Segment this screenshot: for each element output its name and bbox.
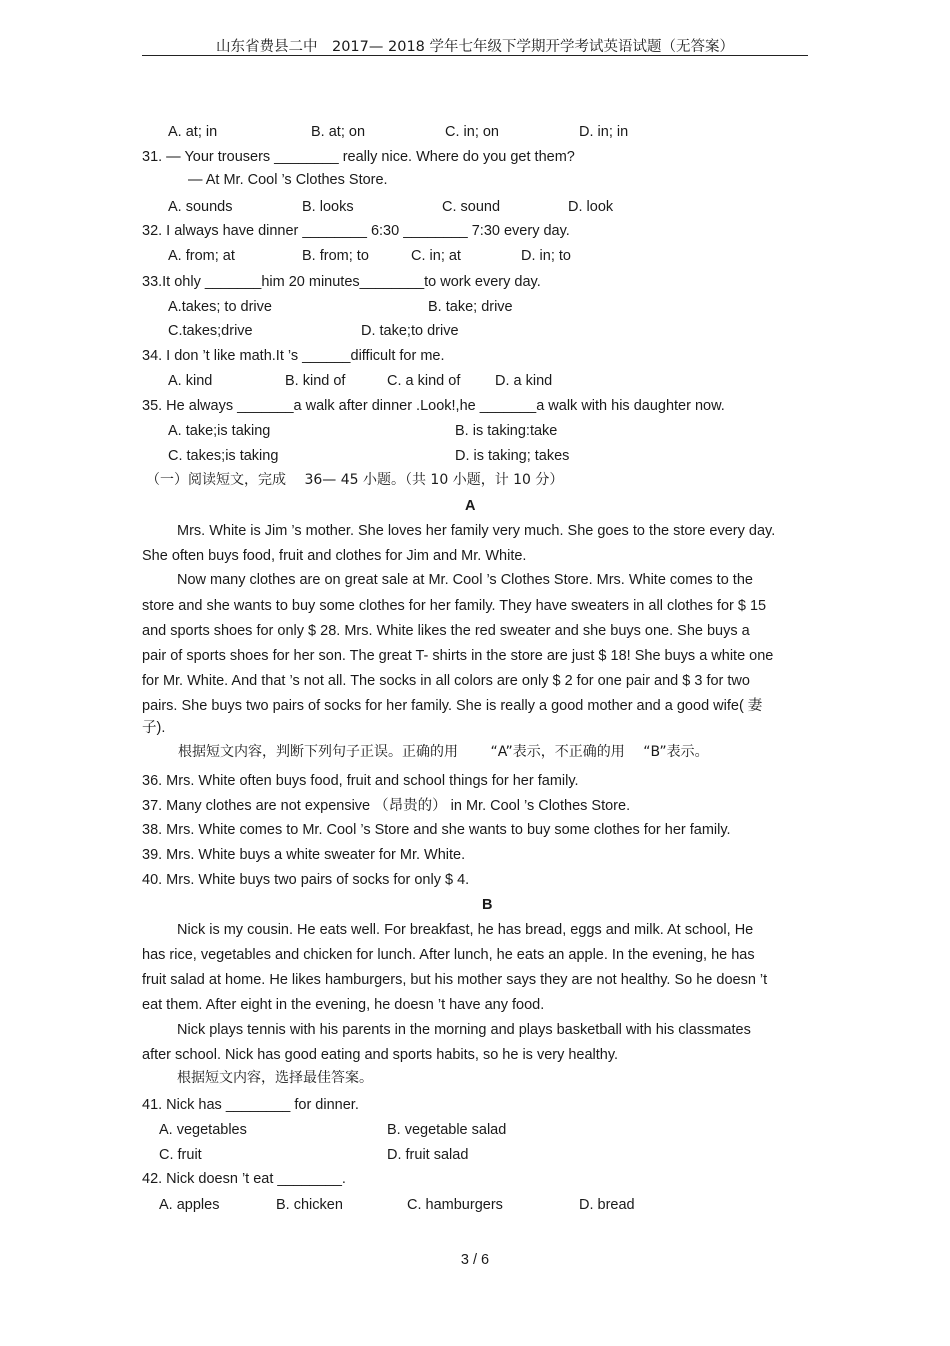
q42-option-d: D. bread bbox=[579, 1197, 635, 1213]
q35-option-d: D. is taking; takes bbox=[455, 448, 570, 464]
passage-a-line: 子). bbox=[142, 720, 166, 736]
tf-item-40: 40. Mrs. White buys two pairs of socks for only $ 4. bbox=[142, 872, 470, 888]
tf-item-39: 39. Mrs. White buys a white sweater for Mr. White. bbox=[142, 847, 466, 863]
q30-option-b: B. at; on bbox=[311, 124, 366, 140]
q35-option-b: B. is taking:take bbox=[455, 423, 558, 439]
q31-option-d: D. look bbox=[568, 199, 614, 215]
passage-b-label: B bbox=[482, 897, 493, 913]
q42-option-b: B. chicken bbox=[276, 1197, 343, 1213]
q42-option-c: C. hamburgers bbox=[407, 1197, 503, 1213]
passage-b-instruction: 根据短文内容，选择最佳答案。 bbox=[177, 1070, 373, 1086]
q33-option-d: D. take;to drive bbox=[361, 323, 459, 339]
q31-option-b: B. looks bbox=[302, 199, 354, 215]
q42-option-a: A. apples bbox=[159, 1197, 220, 1213]
q33-option-a: A.takes; to drive bbox=[168, 299, 272, 315]
q32-option-d: D. in; to bbox=[521, 248, 571, 264]
q31-option-a: A. sounds bbox=[168, 199, 233, 215]
tf-item-36: 36. Mrs. White often buys food, fruit and school things for her family. bbox=[142, 773, 579, 789]
q35-stem: 35. He always _______a walk after dinner .Look!,he _______a walk with his daughter now. bbox=[142, 398, 725, 414]
q34-option-d: D. a kind bbox=[495, 373, 553, 389]
q32-option-c: C. in; at bbox=[411, 248, 461, 264]
q41-option-c: C. fruit bbox=[159, 1147, 202, 1163]
q34-option-b: B. kind of bbox=[285, 373, 346, 389]
passage-a-label: A bbox=[465, 498, 476, 514]
section-heading: （一）阅读短文，完成 36— 45 小题。（共 10 小题，计 10 分） bbox=[146, 472, 564, 488]
q32-stem: 32. I always have dinner ________ 6:30 ________ 7:30 every day. bbox=[142, 223, 570, 239]
q41-stem: 41. Nick has ________ for dinner. bbox=[142, 1097, 359, 1113]
q31-stem: 31. — Your trousers ________ really nice. Where do you get them? bbox=[142, 149, 575, 165]
passage-a-line: and sports shoes for only $ 28. Mrs. White likes the red sweater and she buys one. She buys a bbox=[142, 623, 750, 639]
q35-option-c: C. takes;is taking bbox=[168, 448, 279, 464]
passage-a-line: pairs. She buys two pairs of socks for her family. She is really a good mother and a good wife( 妻 bbox=[142, 698, 763, 714]
passage-a-line: store and she wants to buy some clothes for her family. They have sweaters in all clothes for $ 15 bbox=[142, 598, 767, 614]
passage-a-line: pair of sports shoes for her son. The great T- shirts in the store are just $ 18! She buys a white one bbox=[142, 648, 774, 664]
passage-b-line: eat them. After eight in the evening, he doesn ’t have any food. bbox=[142, 997, 545, 1013]
tf-item-38: 38. Mrs. White comes to Mr. Cool ’s Store and she wants to buy some clothes for her family. bbox=[142, 822, 731, 838]
q41-option-d: D. fruit salad bbox=[387, 1147, 469, 1163]
passage-b-line: has rice, vegetables and chicken for lunch. After lunch, he eats an apple. In the evening, he has bbox=[142, 947, 755, 963]
q33-option-c: C.takes;drive bbox=[168, 323, 253, 339]
passage-a-instruction: 根据短文内容，判断下列句子正误。正确的用 “A”表示，不正确的用 “B”表示。 bbox=[178, 744, 709, 760]
q33-stem: 33.It ohly _______him 20 minutes________to work every day. bbox=[142, 274, 541, 290]
q41-option-b: B. vegetable salad bbox=[387, 1122, 507, 1138]
q41-option-a: A. vegetables bbox=[159, 1122, 247, 1138]
q30-option-a: A. at; in bbox=[168, 124, 218, 140]
q34-option-a: A. kind bbox=[168, 373, 213, 389]
passage-a-line: for Mr. White. And that ’s not all. The socks in all colors are only $ 2 for one pair and $ 3 for two bbox=[142, 673, 750, 689]
q33-option-b: B. take; drive bbox=[428, 299, 513, 315]
passage-a-line: She often buys food, fruit and clothes for Jim and Mr. White. bbox=[142, 548, 527, 564]
q34-option-c: C. a kind of bbox=[387, 373, 461, 389]
passage-b-line: fruit salad at home. He likes hamburgers, but his mother says they are not healthy. So he doesn ’t bbox=[142, 972, 768, 988]
page-number: 3 / 6 bbox=[460, 1252, 490, 1268]
tf-item-37: 37. Many clothes are not expensive （昂贵的） in Mr. Cool ’s Clothes Store. bbox=[142, 798, 631, 814]
passage-b-line: after school. Nick has good eating and sports habits, so he is very healthy. bbox=[142, 1047, 619, 1063]
q32-option-a: A. from; at bbox=[168, 248, 235, 264]
page-header: 山东省费县二中 2017— 2018 学年七年级下学期开学考试英语试题（无答案） bbox=[215, 39, 735, 55]
q31-option-c: C. sound bbox=[442, 199, 501, 215]
q31-reply: — At Mr. Cool ’s Clothes Store. bbox=[188, 172, 388, 188]
passage-b-line: Nick plays tennis with his parents in the morning and plays basketball with his classmates bbox=[177, 1022, 751, 1038]
q32-option-b: B. from; to bbox=[302, 248, 369, 264]
passage-b-line: Nick is my cousin. He eats well. For breakfast, he has bread, eggs and milk. At school, He bbox=[177, 922, 754, 938]
passage-a-line: Now many clothes are on great sale at Mr. Cool ’s Clothes Store. Mrs. White comes to the bbox=[177, 572, 753, 588]
q30-option-d: D. in; in bbox=[579, 124, 629, 140]
q35-option-a: A. take;is taking bbox=[168, 423, 271, 439]
q30-option-c: C. in; on bbox=[445, 124, 499, 140]
q34-stem: 34. I don ’t like math.It ’s ______difficult for me. bbox=[142, 348, 445, 364]
passage-a-line: Mrs. White is Jim ’s mother. She loves her family very much. She goes to the store every day. bbox=[177, 523, 776, 539]
header-divider bbox=[142, 55, 808, 56]
q42-stem: 42. Nick doesn ’t eat ________. bbox=[142, 1171, 346, 1187]
